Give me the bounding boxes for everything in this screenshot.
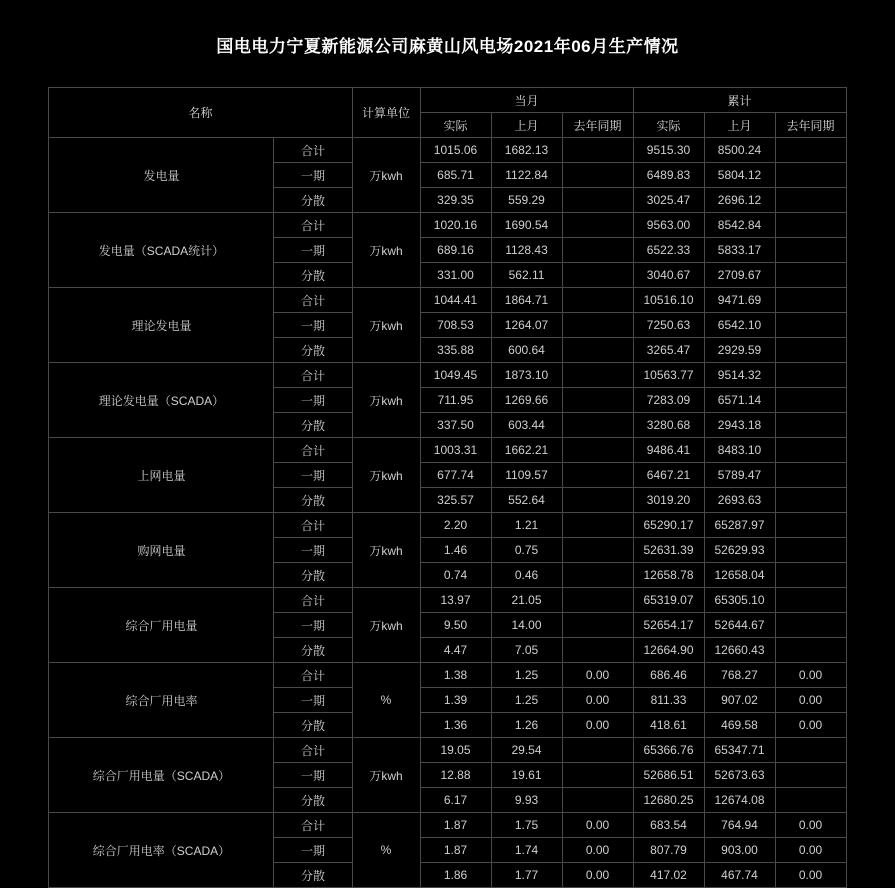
cell-c-actual: 3265.47 (633, 338, 704, 363)
cell-c-actual: 7250.63 (633, 313, 704, 338)
header-unit: 计算单位 (352, 88, 420, 138)
cell-c-last: 2943.18 (704, 413, 775, 438)
cell-c-lasty: 0.00 (775, 813, 846, 838)
row-unit: % (352, 813, 420, 888)
cell-m-last: 1690.54 (491, 213, 562, 238)
row-sub-label: 一期 (274, 463, 352, 488)
cell-m-last: 1269.66 (491, 388, 562, 413)
cell-m-lasty: 0.00 (562, 663, 633, 688)
cell-m-lasty (562, 413, 633, 438)
cell-m-last: 0.46 (491, 563, 562, 588)
cell-c-last: 764.94 (704, 813, 775, 838)
table-row (49, 588, 846, 613)
row-group-name: 综合厂用电率（SCADA） (49, 813, 274, 888)
row-sub-label: 一期 (274, 763, 352, 788)
cell-m-actual: 711.95 (420, 388, 491, 413)
cell-m-last: 559.29 (491, 188, 562, 213)
cell-c-lasty (775, 763, 846, 788)
cell-c-last: 469.58 (704, 713, 775, 738)
cell-c-last: 52673.63 (704, 763, 775, 788)
cell-m-actual: 2.20 (420, 513, 491, 538)
cell-m-lasty (562, 313, 633, 338)
cell-m-actual: 335.88 (420, 338, 491, 363)
cell-m-actual: 331.00 (420, 263, 491, 288)
cell-c-lasty: 0.00 (775, 838, 846, 863)
row-sub-label: 一期 (274, 838, 352, 863)
row-sub-label: 合计 (274, 138, 352, 163)
row-sub-label: 合计 (274, 363, 352, 388)
cell-c-lasty (775, 163, 846, 188)
row-sub-label: 分散 (274, 638, 352, 663)
cell-c-actual: 686.46 (633, 663, 704, 688)
cell-c-lasty (775, 288, 846, 313)
cell-m-lasty (562, 763, 633, 788)
cell-m-lasty (562, 638, 633, 663)
cell-m-actual: 689.16 (420, 238, 491, 263)
cell-c-actual: 12658.78 (633, 563, 704, 588)
cell-m-actual: 1.38 (420, 663, 491, 688)
cell-c-last: 2696.12 (704, 188, 775, 213)
cell-c-last: 2929.59 (704, 338, 775, 363)
cell-m-actual: 9.50 (420, 613, 491, 638)
row-unit: 万kwh (352, 513, 420, 588)
row-unit: 万kwh (352, 588, 420, 663)
row-sub-label: 分散 (274, 713, 352, 738)
cell-m-actual: 1044.41 (420, 288, 491, 313)
cell-c-last: 5833.17 (704, 238, 775, 263)
row-group-name: 上网电量 (49, 438, 274, 513)
header-month-actual: 实际 (420, 113, 491, 138)
cell-m-lasty (562, 588, 633, 613)
cell-m-last: 1662.21 (491, 438, 562, 463)
cell-m-last: 552.64 (491, 488, 562, 513)
header-cum-lastyear: 去年同期 (775, 113, 846, 138)
cell-c-lasty: 0.00 (775, 863, 846, 888)
cell-c-lasty: 0.00 (775, 663, 846, 688)
cell-m-last: 1682.13 (491, 138, 562, 163)
cell-c-actual: 65319.07 (633, 588, 704, 613)
cell-m-actual: 325.57 (420, 488, 491, 513)
cell-c-lasty: 0.00 (775, 713, 846, 738)
table-body (49, 138, 846, 888)
row-unit: 万kwh (352, 363, 420, 438)
cell-c-last: 52644.67 (704, 613, 775, 638)
cell-c-lasty (775, 738, 846, 763)
cell-m-lasty: 0.00 (562, 688, 633, 713)
cell-m-last: 1864.71 (491, 288, 562, 313)
table-row (49, 813, 846, 838)
cell-c-actual: 9486.41 (633, 438, 704, 463)
header-current-month: 当月 (420, 88, 633, 113)
table-header (49, 88, 846, 138)
table-row (49, 663, 846, 688)
cell-m-lasty (562, 563, 633, 588)
cell-m-actual: 337.50 (420, 413, 491, 438)
header-row-top (49, 88, 846, 113)
row-group-name: 理论发电量 (49, 288, 274, 363)
cell-m-actual: 13.97 (420, 588, 491, 613)
cell-c-actual: 52654.17 (633, 613, 704, 638)
cell-m-actual: 1003.31 (420, 438, 491, 463)
cell-m-actual: 12.88 (420, 763, 491, 788)
cell-m-lasty: 0.00 (562, 838, 633, 863)
cell-m-last: 29.54 (491, 738, 562, 763)
cell-c-lasty (775, 638, 846, 663)
cell-c-lasty (775, 313, 846, 338)
header-month-last: 上月 (491, 113, 562, 138)
page-title: 国电电力宁夏新能源公司麻黄山风电场2021年06月生产情况 (216, 37, 679, 56)
row-sub-label: 合计 (274, 813, 352, 838)
cell-c-last: 5804.12 (704, 163, 775, 188)
cell-c-lasty (775, 463, 846, 488)
cell-m-actual: 1015.06 (420, 138, 491, 163)
cell-m-lasty (562, 263, 633, 288)
cell-c-actual: 417.02 (633, 863, 704, 888)
cell-m-last: 1122.84 (491, 163, 562, 188)
header-cumulative: 累计 (633, 88, 846, 113)
table-row (49, 438, 846, 463)
row-sub-label: 一期 (274, 688, 352, 713)
header-cum-actual: 实际 (633, 113, 704, 138)
cell-c-actual: 65366.76 (633, 738, 704, 763)
cell-m-lasty (562, 513, 633, 538)
cell-c-lasty (775, 788, 846, 813)
cell-m-lasty (562, 363, 633, 388)
cell-m-lasty (562, 188, 633, 213)
cell-c-last: 903.00 (704, 838, 775, 863)
cell-m-actual: 1049.45 (420, 363, 491, 388)
cell-m-actual: 708.53 (420, 313, 491, 338)
cell-m-actual: 1.36 (420, 713, 491, 738)
cell-c-actual: 3025.47 (633, 188, 704, 213)
row-sub-label: 合计 (274, 738, 352, 763)
row-sub-label: 一期 (274, 538, 352, 563)
cell-c-lasty (775, 488, 846, 513)
cell-m-lasty (562, 238, 633, 263)
cell-c-lasty (775, 338, 846, 363)
cell-c-actual: 9563.00 (633, 213, 704, 238)
cell-c-last: 12658.04 (704, 563, 775, 588)
cell-c-actual: 52686.51 (633, 763, 704, 788)
cell-c-last: 12660.43 (704, 638, 775, 663)
cell-c-actual: 6522.33 (633, 238, 704, 263)
cell-m-lasty: 0.00 (562, 863, 633, 888)
cell-c-last: 467.74 (704, 863, 775, 888)
cell-c-actual: 12680.25 (633, 788, 704, 813)
table-row (49, 138, 846, 163)
cell-m-last: 1.25 (491, 663, 562, 688)
cell-c-lasty (775, 188, 846, 213)
row-unit: 万kwh (352, 138, 420, 213)
row-unit: 万kwh (352, 438, 420, 513)
cell-m-actual: 19.05 (420, 738, 491, 763)
row-sub-label: 分散 (274, 863, 352, 888)
row-sub-label: 合计 (274, 438, 352, 463)
cell-m-lasty (562, 538, 633, 563)
cell-m-last: 1.75 (491, 813, 562, 838)
cell-c-lasty (775, 388, 846, 413)
cell-m-last: 14.00 (491, 613, 562, 638)
row-group-name: 综合厂用电量 (49, 588, 274, 663)
cell-m-lasty (562, 213, 633, 238)
cell-c-actual: 12664.90 (633, 638, 704, 663)
table-row (49, 738, 846, 763)
header-cum-last: 上月 (704, 113, 775, 138)
cell-m-lasty (562, 138, 633, 163)
row-unit: 万kwh (352, 288, 420, 363)
cell-m-last: 603.44 (491, 413, 562, 438)
cell-m-actual: 677.74 (420, 463, 491, 488)
cell-c-lasty: 0.00 (775, 688, 846, 713)
cell-m-last: 1873.10 (491, 363, 562, 388)
row-sub-label: 合计 (274, 513, 352, 538)
cell-m-actual: 1.39 (420, 688, 491, 713)
cell-m-last: 1264.07 (491, 313, 562, 338)
row-sub-label: 一期 (274, 163, 352, 188)
cell-c-last: 12674.08 (704, 788, 775, 813)
row-group-name: 发电量（SCADA统计） (49, 213, 274, 288)
cell-c-actual: 418.61 (633, 713, 704, 738)
cell-c-actual: 7283.09 (633, 388, 704, 413)
cell-c-lasty (775, 538, 846, 563)
cell-m-actual: 0.74 (420, 563, 491, 588)
cell-c-last: 65347.71 (704, 738, 775, 763)
cell-c-lasty (775, 588, 846, 613)
cell-m-last: 1.21 (491, 513, 562, 538)
cell-c-actual: 6467.21 (633, 463, 704, 488)
cell-c-last: 2709.67 (704, 263, 775, 288)
cell-c-lasty (775, 613, 846, 638)
row-sub-label: 一期 (274, 238, 352, 263)
cell-c-actual: 6489.83 (633, 163, 704, 188)
row-group-name: 理论发电量（SCADA） (49, 363, 274, 438)
cell-c-lasty (775, 138, 846, 163)
cell-c-actual: 9515.30 (633, 138, 704, 163)
cell-m-last: 1109.57 (491, 463, 562, 488)
cell-c-last: 65287.97 (704, 513, 775, 538)
header-month-lastyear: 去年同期 (562, 113, 633, 138)
cell-m-actual: 685.71 (420, 163, 491, 188)
cell-c-last: 2693.63 (704, 488, 775, 513)
row-sub-label: 一期 (274, 613, 352, 638)
cell-c-last: 8483.10 (704, 438, 775, 463)
cell-m-lasty (562, 163, 633, 188)
cell-m-actual: 1020.16 (420, 213, 491, 238)
cell-m-lasty (562, 338, 633, 363)
cell-m-lasty (562, 438, 633, 463)
row-sub-label: 合计 (274, 588, 352, 613)
table-row (49, 288, 846, 313)
row-sub-label: 一期 (274, 313, 352, 338)
cell-m-last: 1.25 (491, 688, 562, 713)
cell-c-actual: 3280.68 (633, 413, 704, 438)
cell-c-last: 8500.24 (704, 138, 775, 163)
row-sub-label: 分散 (274, 788, 352, 813)
cell-c-actual: 10516.10 (633, 288, 704, 313)
row-unit: 万kwh (352, 213, 420, 288)
row-sub-label: 分散 (274, 488, 352, 513)
row-sub-label: 分散 (274, 413, 352, 438)
cell-m-last: 19.61 (491, 763, 562, 788)
cell-c-last: 9514.32 (704, 363, 775, 388)
cell-c-lasty (775, 438, 846, 463)
row-group-name: 综合厂用电量（SCADA） (49, 738, 274, 813)
cell-m-lasty: 0.00 (562, 813, 633, 838)
row-sub-label: 分散 (274, 188, 352, 213)
cell-c-last: 65305.10 (704, 588, 775, 613)
cell-c-lasty (775, 213, 846, 238)
cell-c-last: 5789.47 (704, 463, 775, 488)
row-unit: % (352, 663, 420, 738)
cell-c-actual: 52631.39 (633, 538, 704, 563)
cell-m-lasty (562, 488, 633, 513)
cell-c-last: 9471.69 (704, 288, 775, 313)
cell-m-last: 7.05 (491, 638, 562, 663)
cell-m-lasty (562, 388, 633, 413)
cell-m-last: 1.26 (491, 713, 562, 738)
cell-m-actual: 1.46 (420, 538, 491, 563)
cell-c-actual: 683.54 (633, 813, 704, 838)
cell-m-actual: 1.87 (420, 813, 491, 838)
cell-m-actual: 1.86 (420, 863, 491, 888)
row-sub-label: 分散 (274, 563, 352, 588)
cell-m-last: 600.64 (491, 338, 562, 363)
cell-c-last: 907.02 (704, 688, 775, 713)
cell-m-actual: 329.35 (420, 188, 491, 213)
cell-c-last: 6542.10 (704, 313, 775, 338)
row-group-name: 综合厂用电率 (49, 663, 274, 738)
cell-m-last: 562.11 (491, 263, 562, 288)
cell-m-actual: 6.17 (420, 788, 491, 813)
cell-m-last: 1128.43 (491, 238, 562, 263)
row-sub-label: 合计 (274, 288, 352, 313)
cell-c-actual: 10563.77 (633, 363, 704, 388)
cell-c-lasty (775, 563, 846, 588)
cell-c-lasty (775, 413, 846, 438)
table-row (49, 363, 846, 388)
cell-c-lasty (775, 263, 846, 288)
row-unit: 万kwh (352, 738, 420, 813)
cell-m-last: 21.05 (491, 588, 562, 613)
table-row (49, 213, 846, 238)
cell-c-lasty (775, 513, 846, 538)
table-row (49, 513, 846, 538)
row-sub-label: 分散 (274, 263, 352, 288)
cell-c-last: 768.27 (704, 663, 775, 688)
header-name: 名称 (49, 88, 352, 138)
cell-c-actual: 3019.20 (633, 488, 704, 513)
row-sub-label: 合计 (274, 663, 352, 688)
cell-m-lasty (562, 738, 633, 763)
cell-c-actual: 807.79 (633, 838, 704, 863)
cell-c-last: 8542.84 (704, 213, 775, 238)
row-sub-label: 合计 (274, 213, 352, 238)
cell-m-last: 0.75 (491, 538, 562, 563)
cell-c-actual: 65290.17 (633, 513, 704, 538)
row-sub-label: 分散 (274, 338, 352, 363)
production-report-table (48, 87, 846, 888)
cell-m-last: 1.77 (491, 863, 562, 888)
cell-m-lasty (562, 288, 633, 313)
row-sub-label: 一期 (274, 388, 352, 413)
row-group-name: 购网电量 (49, 513, 274, 588)
cell-c-actual: 811.33 (633, 688, 704, 713)
cell-c-last: 6571.14 (704, 388, 775, 413)
cell-m-actual: 1.87 (420, 838, 491, 863)
cell-m-lasty (562, 463, 633, 488)
cell-m-last: 1.74 (491, 838, 562, 863)
cell-c-lasty (775, 363, 846, 388)
cell-c-lasty (775, 238, 846, 263)
cell-m-lasty: 0.00 (562, 713, 633, 738)
cell-m-actual: 4.47 (420, 638, 491, 663)
cell-c-last: 52629.93 (704, 538, 775, 563)
cell-m-lasty (562, 788, 633, 813)
cell-c-actual: 3040.67 (633, 263, 704, 288)
row-group-name: 发电量 (49, 138, 274, 213)
cell-m-last: 9.93 (491, 788, 562, 813)
cell-m-lasty (562, 613, 633, 638)
